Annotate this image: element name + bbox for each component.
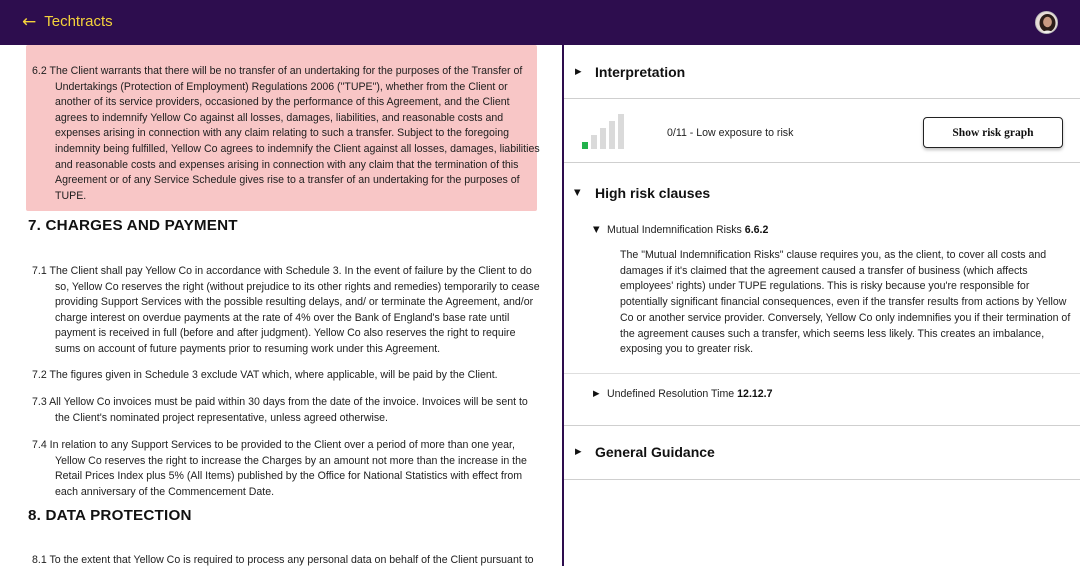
clause-ref: 12.12.7 (737, 388, 773, 400)
clause-label: Undefined Resolution Time (607, 388, 735, 400)
contract-document (0, 45, 562, 566)
caret-right-icon[interactable]: ▶ (593, 389, 600, 399)
clause-ref: 6.6.2 (744, 224, 769, 236)
section-heading-data-protection: 8. DATA PROTECTION (28, 507, 192, 524)
top-bar (0, 0, 1080, 45)
high-risk-clauses-toggle[interactable]: High risk clauses (595, 185, 711, 201)
app-title: Techtracts (44, 13, 113, 30)
divider (564, 162, 1080, 163)
undefined-resolution-item[interactable] (607, 388, 773, 400)
analysis-panel (564, 45, 1080, 566)
mutual-indemnification-explanation: The "Mutual Indemnification Risks" clause requires you, as the client, to cover all costs and damages if it's claimed that the agreement caused a transfer of business (which affects employees' rights) under TUPE regulations. This is risky because you're responsible for potentially significant financial consequences, even if the transfer results from actions by Yellow Co or another service provider. Conversely, Yellow Co only indemnifies you if their termination of the agreement causes such a transfer, which seems less likely. This creates an imbalance, exposing you to greater risk. (620, 249, 1071, 356)
clause-7-4: 7.4 In relation to any Support Services to be provided to the Client over a period of more than one year, Yellow Co reserves the right to increase the Charges by an amount not more than the increase in the Retail Prices Index plus 5% (All Items) published by the Office for National Statistics with effect from each anniversary of the Commencement Date. (32, 439, 527, 498)
clause-8-1: 8.1 To the extent that Yellow Co is required to process any personal data on behalf of the Client pursuant to (32, 554, 534, 566)
general-guidance-toggle[interactable]: General Guidance (595, 444, 715, 460)
caret-down-icon[interactable]: ▼ (593, 225, 600, 235)
clause-7-1: 7.1 The Client shall pay Yellow Co in accordance with Schedule 3. In the event of failure by the Client to do so, Yellow Co reserves the right (without prejudice to its other rights and remedies) temporarily to cease providing Support Services with the possible resulting delays, and/ or terminate the Agreement, and/or charge interest on overdue payments at the rate of 4% over the Bank of England's base rate until payment is received in full (before and after judgment). Yellow Co also reserves the right to require sums on account of future payments prior to resuming work under this Agreement. (32, 265, 540, 355)
back-button[interactable] (22, 10, 113, 34)
show-risk-graph-button[interactable]: Show risk graph (923, 117, 1063, 148)
interpretation-toggle[interactable]: Interpretation (595, 64, 686, 80)
clause-7-3: 7.3 All Yellow Co invoices must be paid within 30 days from the date of the invoice. Invoices will be sent to the Client's nominated project representative, unless agreed otherwise. (32, 396, 528, 424)
clause-7-2: 7.2 The figures given in Schedule 3 exclude VAT which, where applicable, will be paid by the Client. (32, 369, 498, 381)
user-avatar[interactable] (1035, 11, 1058, 34)
clause-6-2[interactable]: 6.2 The Client warrants that there will be no transfer of an undertaking for the purposes of the Transfer of Undertakings (Protection of Employment) Regulations 2006 ("TUPE"), whether from the Client or another of its service providers, occasioned by the performance of this Agreement, and the Client agrees to indemnify Yellow Co against all losses, damages, liabilities, and reasonable costs and expenses arising in connection with any claim relating to such a transfer. Subject to the foregoing indemnity being fulfilled, Yellow Co agrees to indemnify the Client against all losses, damages, liabilities and reasonable costs and expenses arising in connection with any claim that the termination of this Agreement or of any Service Schedule gives rise to a transfer of an undertaking for the purposes of TUPE. (32, 65, 540, 202)
avatar-image (1036, 12, 1058, 34)
clause-label: Mutual Indemnification Risks (607, 224, 742, 236)
caret-down-icon[interactable]: ▼ (574, 188, 581, 198)
risk-summary: 0/11 - Low exposure to risk (667, 127, 794, 139)
divider (564, 98, 1080, 99)
section-heading-charges: 7. CHARGES AND PAYMENT (28, 217, 238, 234)
risk-meter-icon (581, 114, 631, 150)
divider (564, 373, 1080, 374)
caret-right-icon[interactable]: ▶ (575, 447, 582, 457)
caret-right-icon[interactable]: ▶ (575, 67, 582, 77)
mutual-indemnification-item[interactable] (607, 224, 768, 236)
arrow-left-icon: ← (22, 12, 37, 32)
divider (564, 425, 1080, 426)
divider (564, 479, 1080, 480)
